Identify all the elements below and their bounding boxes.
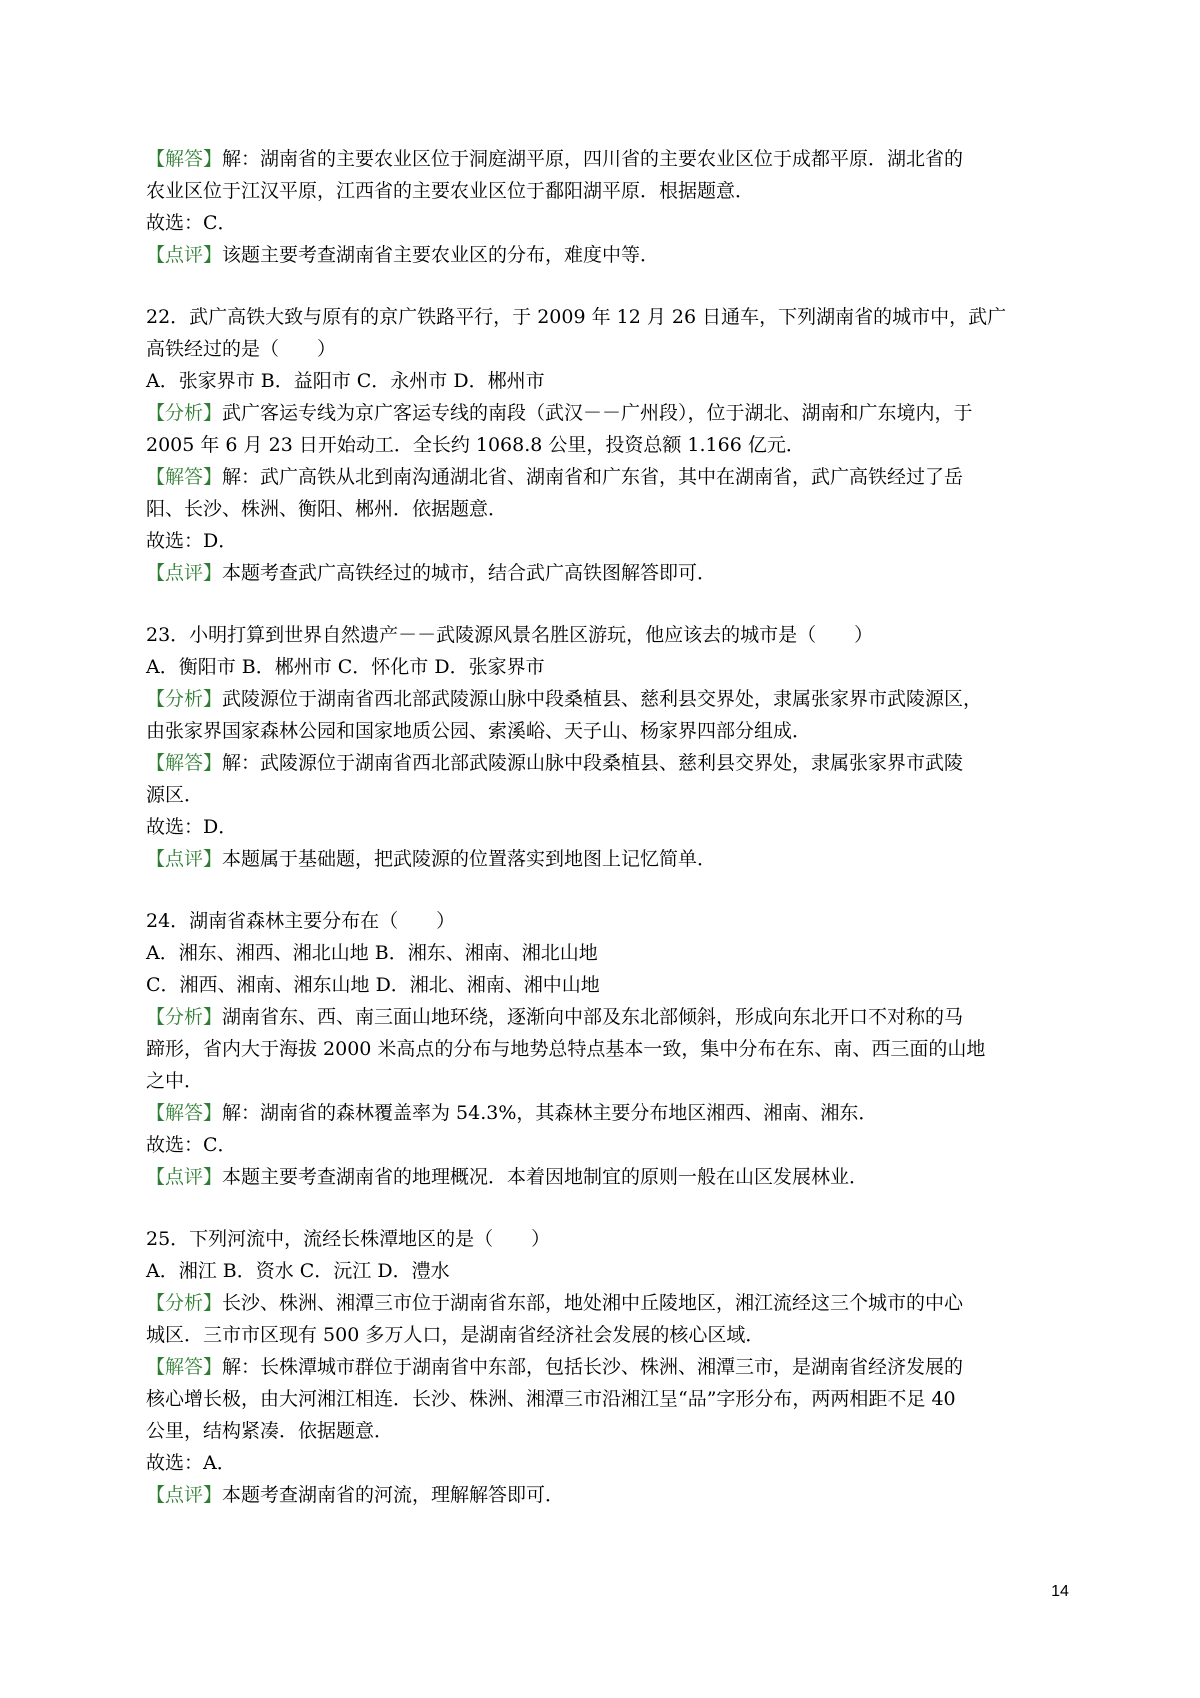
- answer-block: [146, 143, 1066, 271]
- section-tag: 【分析】: [146, 688, 223, 710]
- line-text: 解：长株潭城市群位于湖南省中东部，包括长沙、株洲、湘潭三市，是湖南省经济发展的: [222, 1356, 964, 1378]
- line-text: 武广客运专线为京广客运专线的南段（武汉－－广州段），位于湖北、湖南和广东境内，于: [222, 402, 973, 424]
- text-line: [146, 1287, 1066, 1319]
- line-text: 本题考查湖南省的河流，理解解答即可．: [222, 1484, 565, 1506]
- text-line: [146, 301, 1066, 333]
- text-line: [146, 651, 1066, 683]
- section-tag: 【解答】: [146, 1356, 223, 1378]
- text-line: [146, 1097, 1066, 1129]
- text-line: [146, 493, 1066, 525]
- line-text: 24．湖南省森林主要分布在（ ）: [146, 910, 456, 932]
- text-line: [146, 1161, 1066, 1193]
- line-text: 故选：C．: [146, 1134, 237, 1156]
- text-line: [146, 1001, 1066, 1033]
- block-gap: [146, 271, 1066, 301]
- text-line: [146, 843, 1066, 875]
- section-tag: 【解答】: [146, 1102, 223, 1124]
- line-text: 蹄形，省内大于海拔 2000 米高点的分布与地势总特点基本一致，集中分布在东、南、西三面的山地: [146, 1038, 986, 1060]
- line-text: 湖南省东、西、南三面山地环绕，逐渐向中部及东北部倾斜，形成向东北开口不对称的马: [222, 1006, 964, 1028]
- section-tag: 【解答】: [146, 752, 223, 774]
- text-line: [146, 1255, 1066, 1287]
- line-text: 武陵源位于湖南省西北部武陵源山脉中段桑植县、慈利县交界处，隶属张家界市武陵源区，: [222, 688, 983, 710]
- text-line: [146, 969, 1066, 1001]
- line-text: A．张家界市 B．益阳市 C．永州市 D．郴州市: [146, 370, 545, 392]
- text-line: [146, 1447, 1066, 1479]
- line-text: 故选：D．: [146, 530, 238, 552]
- text-line: [146, 143, 1066, 175]
- section-tag: 【点评】: [146, 244, 223, 266]
- section-tag: 【点评】: [146, 848, 223, 870]
- line-text: 公里，结构紧凑．依据题意．: [146, 1420, 394, 1442]
- line-text: 长沙、株洲、湘潭三市位于湖南省东部，地处湘中丘陵地区，湘江流经这三个城市的中心: [222, 1292, 964, 1314]
- line-text: 核心增长极，由大河湘江相连．长沙、株洲、湘潭三市沿湘江呈“品”字形分布，两两相距不足 40: [146, 1388, 956, 1410]
- text-line: [146, 1319, 1066, 1351]
- text-line: [146, 1129, 1066, 1161]
- section-tag: 【点评】: [146, 1484, 223, 1506]
- text-line: [146, 397, 1066, 429]
- line-text: 22．武广高铁大致与原有的京广铁路平行，于 2009 年 12 月 26 日通车，下列湖南省的城市中，武广: [146, 306, 1007, 328]
- line-text: 本题属于基础题，把武陵源的位置落实到地图上记忆简单．: [222, 848, 717, 870]
- question-block: [146, 301, 1066, 589]
- text-line: [146, 937, 1066, 969]
- document-content: [146, 143, 1066, 1511]
- line-text: 该题主要考查湖南省主要农业区的分布，难度中等．: [222, 244, 660, 266]
- line-text: 2005 年 6 月 23 日开始动工．全长约 1068.8 公里，投资总额 1.166 亿元．: [146, 434, 805, 456]
- section-tag: 【分析】: [146, 1006, 223, 1028]
- line-text: A．湘东、湘西、湘北山地 B．湘东、湘南、湘北山地: [146, 942, 598, 964]
- text-line: [146, 1033, 1066, 1065]
- line-text: 解：湖南省的主要农业区位于洞庭湖平原，四川省的主要农业区位于成都平原．湖北省的: [222, 148, 964, 170]
- line-text: 由张家界国家森林公园和国家地质公园、索溪峪、天子山、杨家界四部分组成．: [146, 720, 812, 742]
- line-text: 本题主要考查湖南省的地理概况．本着因地制宜的原则一般在山区发展林业．: [222, 1166, 869, 1188]
- text-line: [146, 1383, 1066, 1415]
- text-line: [146, 811, 1066, 843]
- text-line: [146, 365, 1066, 397]
- text-line: [146, 333, 1066, 365]
- line-text: 城区．三市市区现有 500 多万人口，是湖南省经济社会发展的核心区域．: [146, 1324, 765, 1346]
- text-line: [146, 429, 1066, 461]
- line-text: A．衡阳市 B．郴州市 C．怀化市 D．张家界市: [146, 656, 545, 678]
- text-line: [146, 715, 1066, 747]
- section-tag: 【解答】: [146, 466, 223, 488]
- question-block: [146, 905, 1066, 1193]
- line-text: 本题考查武广高铁经过的城市，结合武广高铁图解答即可．: [222, 562, 717, 584]
- line-text: 故选：D．: [146, 816, 238, 838]
- line-text: 解：湖南省的森林覆盖率为 54.3%，其森林主要分布地区湘西、湘南、湘东．: [222, 1102, 878, 1124]
- text-line: [146, 683, 1066, 715]
- text-line: [146, 1415, 1066, 1447]
- line-text: 农业区位于江汉平原，江西省的主要农业区位于鄱阳湖平原．根据题意．: [146, 180, 755, 202]
- line-text: 故选：C．: [146, 212, 237, 234]
- section-tag: 【分析】: [146, 402, 223, 424]
- question-block: [146, 1223, 1066, 1511]
- text-line: [146, 1223, 1066, 1255]
- line-text: A．湘江 B．资水 C．沅江 D．澧水: [146, 1260, 450, 1282]
- text-line: [146, 207, 1066, 239]
- text-line: [146, 525, 1066, 557]
- text-line: [146, 619, 1066, 651]
- line-text: 23．小明打算到世界自然遗产－－武陵源风景名胜区游玩，他应该去的城市是（ ）: [146, 624, 874, 646]
- line-text: 之中．: [146, 1070, 204, 1092]
- text-line: [146, 175, 1066, 207]
- text-line: [146, 1351, 1066, 1383]
- section-tag: 【点评】: [146, 562, 223, 584]
- question-block: [146, 619, 1066, 875]
- text-line: [146, 239, 1066, 271]
- block-gap: [146, 1193, 1066, 1223]
- line-text: 25．下列河流中，流经长株潭地区的是（ ）: [146, 1228, 551, 1250]
- line-text: 阳、长沙、株洲、衡阳、郴州．依据题意．: [146, 498, 508, 520]
- section-tag: 【点评】: [146, 1166, 223, 1188]
- line-text: 解：武广高铁从北到南沟通湖北省、湖南省和广东省，其中在湖南省，武广高铁经过了岳: [222, 466, 964, 488]
- line-text: 高铁经过的是（ ）: [146, 338, 337, 360]
- text-line: [146, 779, 1066, 811]
- text-line: [146, 461, 1066, 493]
- line-text: 源区．: [146, 784, 204, 806]
- page-number: 14: [1051, 1583, 1069, 1600]
- block-gap: [146, 875, 1066, 905]
- text-line: [146, 1479, 1066, 1511]
- text-line: [146, 747, 1066, 779]
- text-line: [146, 557, 1066, 589]
- line-text: C．湘西、湘南、湘东山地 D．湘北、湘南、湘中山地: [146, 974, 600, 996]
- line-text: 解：武陵源位于湖南省西北部武陵源山脉中段桑植县、慈利县交界处，隶属张家界市武陵: [222, 752, 964, 774]
- block-gap: [146, 589, 1066, 619]
- text-line: [146, 905, 1066, 937]
- text-line: [146, 1065, 1066, 1097]
- line-text: 故选：A．: [146, 1452, 236, 1474]
- section-tag: 【分析】: [146, 1292, 223, 1314]
- section-tag: 【解答】: [146, 148, 223, 170]
